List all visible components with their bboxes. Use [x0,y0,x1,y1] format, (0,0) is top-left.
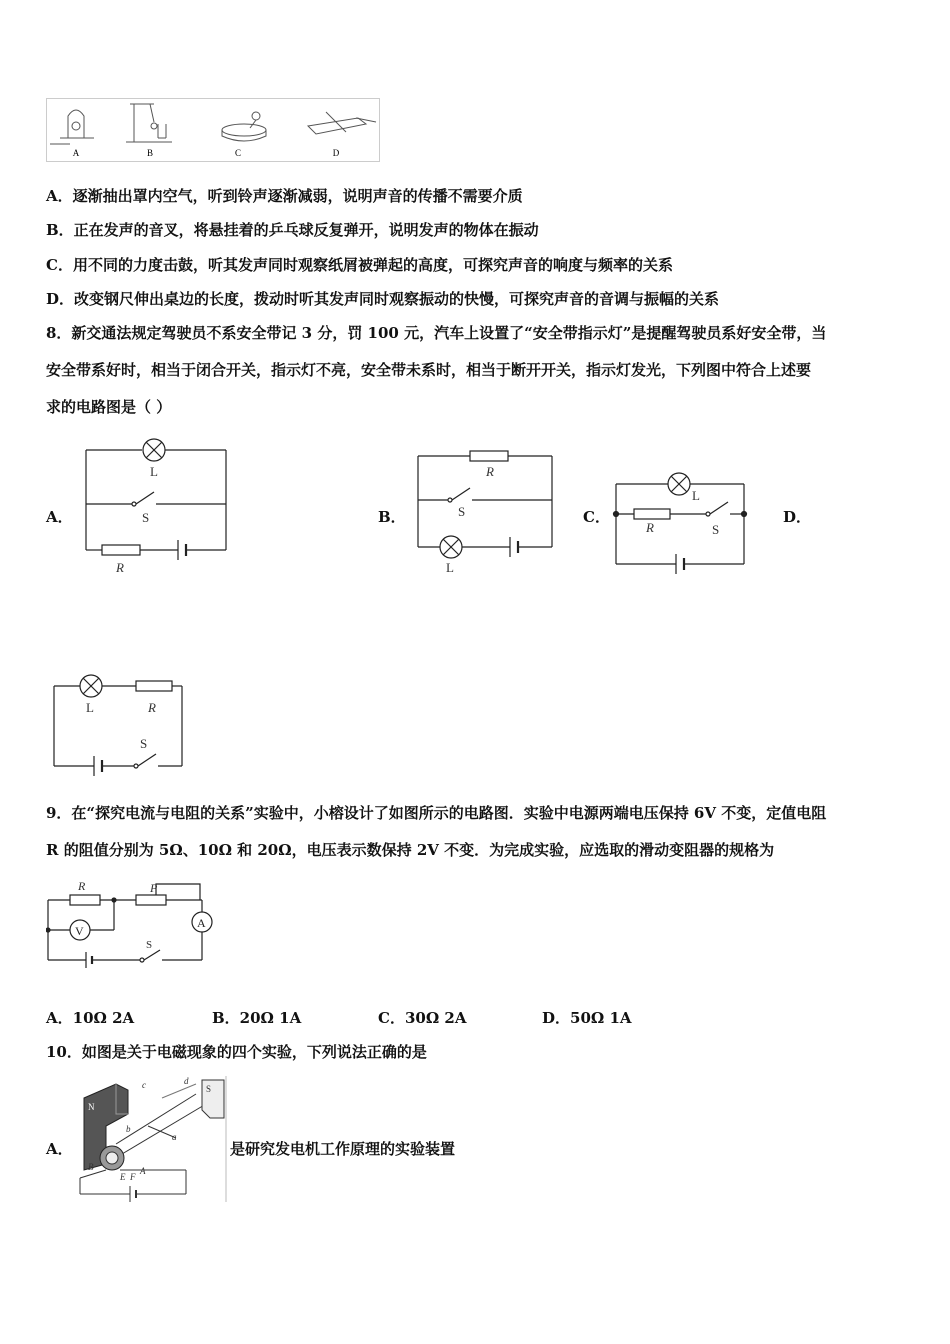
svg-text:b: b [126,1124,131,1134]
svg-text:A: A [197,916,206,930]
q9-option-c: C．30Ω 2A [378,1009,467,1027]
svg-text:L: L [86,700,94,715]
resistor-icon [634,509,670,519]
svg-text:R: R [78,879,86,893]
q8-circuit-c [606,468,756,580]
switch-icon [138,754,156,766]
svg-text:R: R [486,464,494,479]
q9-stem-line-2: R 的阻值分别为 5Ω、10Ω 和 20Ω，电压表示数保持 2V 不变．为完成实验，应选取的滑动变阻器的规格为 [46,841,775,859]
bell-jar-figure [50,110,94,144]
fig-label-d: D [332,148,340,158]
svg-text:E: E [120,1172,126,1182]
q7-option-d: D．改变钢尺伸出桌边的长度，拨动时听其发声同时观察振动的快慢，可探究声音的音调与振幅的关系 [46,290,720,308]
svg-text:R: R [646,520,654,535]
q8-circuit-a [70,432,240,580]
svg-text:L: L [150,464,158,479]
q10-stem: 10．如图是关于电磁现象的四个实验，下列说法正确的是 [46,1043,427,1061]
svg-text:L: L [446,560,454,575]
q7-option-b: B．正在发声的音叉，将悬挂着的乒乓球反复弹开，说明发声的物体在振动 [46,221,539,239]
fig-label-a: A [72,148,80,158]
q8-option-a-letter: A． [46,508,73,526]
q7-figure-strip [46,98,380,162]
q8-circuit-d [44,672,194,782]
q9-option-a: A．10Ω 2A [46,1009,135,1027]
svg-text:R: R [148,700,156,715]
q8-option-c-letter: C． [583,508,610,526]
q9-option-d: D．50Ω 1A [542,1009,632,1027]
resistor-icon [470,451,508,461]
q8-stem-line-3: 求的电路图是（ ） [46,398,172,416]
svg-text:R: R [116,560,124,575]
switch-icon [452,488,470,500]
q8-stem-line-2: 安全带系好时，相当于闭合开关，指示灯不亮，安全带未系时，相当于断开开关，指示灯发光，下列图中符合上述要 [46,361,812,379]
svg-text:A: A [140,1166,146,1176]
tuning-fork-figure [126,104,172,142]
q7-option-a: A．逐渐抽出罩内空气，听到铃声逐渐减弱，说明声音的传播不需要介质 [46,187,523,205]
svg-text:V: V [75,924,84,938]
switch-icon [136,492,154,504]
svg-text:S: S [458,504,466,519]
switch-icon [710,502,728,514]
ruler-figure [308,112,376,134]
q10-option-a-text: 是研究发电机工作原理的实验装置 [230,1140,456,1158]
svg-text:a: a [172,1132,177,1142]
resistor-icon [70,895,100,905]
svg-text:L: L [692,488,700,503]
svg-text:c: c [142,1080,146,1090]
svg-text:S: S [142,510,150,525]
svg-text:N: N [88,1102,95,1112]
svg-text:P: P [150,881,158,895]
fig-label-b: B [146,148,154,158]
svg-text:S: S [140,736,148,751]
q8-option-d-letter: D． [783,508,812,526]
svg-text:S: S [712,522,720,537]
q8-circuit-b [406,444,566,576]
svg-text:d: d [184,1076,189,1086]
q9-circuit [46,872,214,974]
q8-option-b-letter: B． [378,508,406,526]
svg-text:F: F [130,1172,136,1182]
q7-option-c: C．用不同的力度击鼓，听其发声同时观察纸屑被弹起的高度，可探究声音的响度与频率的关系 [46,256,673,274]
fig-label-c: C [234,148,242,158]
rheostat-icon [136,895,166,905]
q10-figure-a [76,1074,228,1204]
q9-stem-line-1: 9．在“探究电流与电阻的关系”实验中，小榕设计了如图所示的电路图．实验中电源两端电压保持 6V 不变，定值电阻 [46,804,827,822]
resistor-icon [136,681,172,691]
svg-text:S: S [146,939,153,951]
q10-option-a-letter: A． [46,1140,73,1158]
svg-text:S: S [206,1084,212,1094]
q8-stem-line-1: 8．新交通法规定驾驶员不系安全带记 3 分，罚 100 元，汽车上设置了“安全带指示灯”是提醒驾驶员系好安全带，当 [46,324,827,342]
q9-option-b: B．20Ω 1A [212,1009,302,1027]
switch-icon [144,950,160,960]
drum-figure [222,112,266,141]
svg-text:B: B [88,1162,94,1172]
resistor-icon [102,545,140,555]
